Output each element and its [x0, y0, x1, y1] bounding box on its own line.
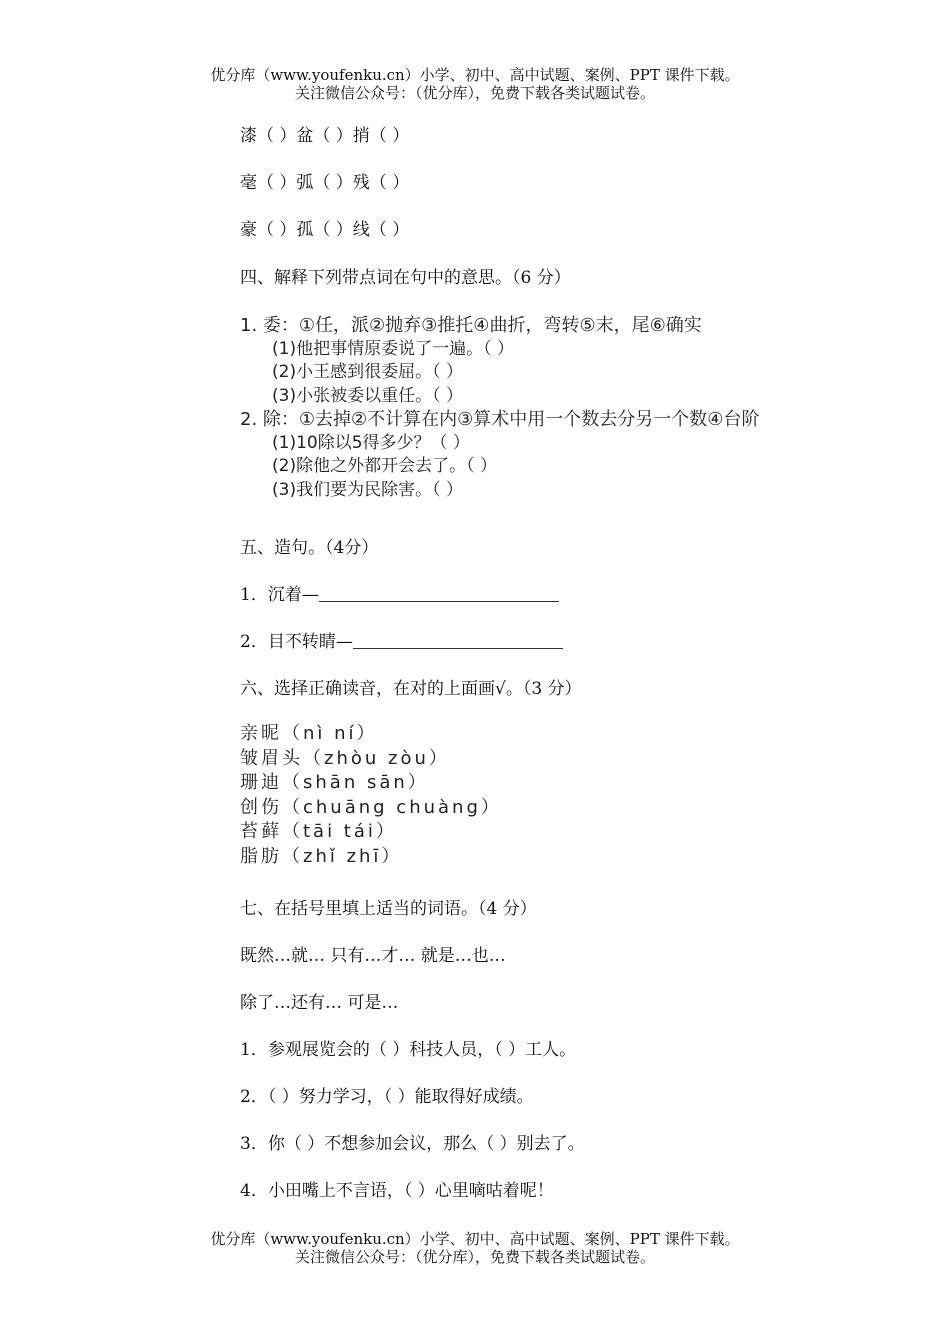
conjunction-options-2: 除了…还有… 可是… [240, 993, 399, 1013]
sentence-item-2 [240, 631, 563, 653]
definition-item-2: 2. 除：①去掉②不计算在内③算术中用一个数去分另一个数④台阶 [240, 409, 760, 430]
fill-item-4: 4．小田嘴上不言语，（ ）心里嘀咕着呢！ [240, 1181, 554, 1201]
definition-sentence: (2)除他之外都开会去了。（ ） [272, 456, 497, 476]
fill-item-1: 1．参观展览会的（ ）科技人员，（ ）工人。 [240, 1040, 577, 1060]
header-line-1: 优分库（www.youfenku.cn）小学、初中、高中试题、案例、PPT 课件下载。 [210, 66, 740, 84]
compare-row-3: 豪（ ）孤（ ）线（ ） [240, 220, 410, 240]
sentence-item-1 [240, 584, 559, 606]
footer-line-1: 优分库（www.youfenku.cn）小学、初中、高中试题、案例、PPT 课件下载。 [210, 1230, 740, 1248]
definition-sentence: (1)他把事情原委说了一遍。（ ） [272, 338, 514, 359]
pronunciation-item: 珊迪（shān sān） [240, 772, 429, 793]
header-line-2: 关注微信公众号：（优分库），免费下载各类试题试卷。 [294, 84, 655, 102]
pronunciation-item: 创伤（chuāng chuàng） [240, 796, 502, 818]
pronunciation-item: 脂肪（zhǐ zhī） [240, 845, 403, 867]
answer-blank[interactable] [353, 632, 563, 649]
sentence-prompt: 2．目不转睛— [240, 632, 353, 652]
section-4-definitions [240, 314, 759, 502]
definition-sentence: (3)我们要为民除害。（ ） [272, 479, 463, 500]
pronunciation-list [240, 722, 502, 869]
pronunciation-item: 苔藓（tāi tái） [240, 821, 397, 842]
section-6-title: 六、选择正确读音，在对的上面画√。（3 分） [240, 679, 582, 699]
compare-row-2: 毫（ ）弧（ ）残（ ） [240, 173, 410, 193]
footer-line-2: 关注微信公众号：（优分库），免费下载各类试题试卷。 [294, 1248, 655, 1266]
fill-item-2: 2．（ ）努力学习，（ ）能取得好成绩。 [240, 1087, 534, 1107]
definition-sentence: (1)10除以5得多少？（ ） [272, 432, 470, 453]
compare-row-1: 漆（ ）盆（ ）捎（ ） [240, 126, 410, 146]
section-5-title: 五、造句。（4分） [240, 538, 379, 558]
definition-sentence: (2)小王感到很委屈。（ ） [272, 362, 463, 382]
section-7-title: 七、在括号里填上适当的词语。（4 分） [240, 899, 537, 919]
definition-item-1: 1. 委：①任，派②抛弃③推托④曲折，弯转⑤末，尾⑥确实 [240, 315, 702, 336]
answer-blank[interactable] [319, 585, 559, 602]
page-header [0, 66, 950, 102]
section-4-title: 四、解释下列带点词在句中的意思。（6 分） [240, 268, 571, 288]
page-footer [0, 1230, 950, 1266]
conjunction-options-1: 既然…就… 只有…才… 就是…也… [240, 946, 506, 966]
sentence-prompt: 1．沉着— [240, 585, 319, 605]
pronunciation-item: 皱眉头（zhòu zòu） [240, 747, 450, 769]
definition-sentence: (3)小张被委以重任。（ ） [272, 385, 463, 406]
fill-item-3: 3．你（ ）不想参加会议，那么（ ）别去了。 [240, 1134, 585, 1154]
pronunciation-item: 亲昵（nì ní） [240, 723, 378, 744]
